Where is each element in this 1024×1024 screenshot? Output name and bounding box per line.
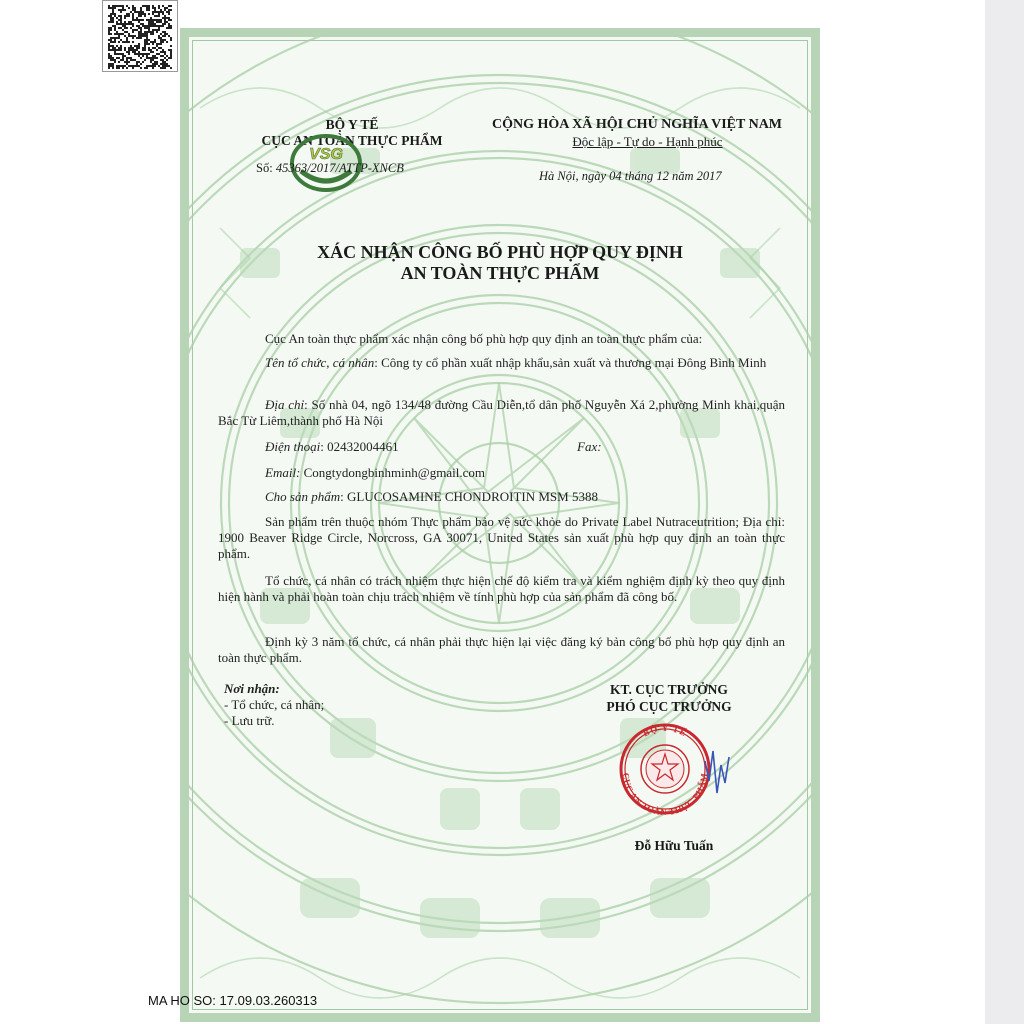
title-line-1: XÁC NHẬN CÔNG BỐ PHÙ HỢP QUY ĐỊNH xyxy=(317,242,683,262)
country-name: CỘNG HÒA XÃ HỘI CHỦ NGHĨA VIỆT NAM xyxy=(492,117,783,132)
document-title xyxy=(189,242,811,284)
number-label: Số: xyxy=(256,161,273,175)
issue-date: Hà Nội, ngày 04 tháng 12 năm 2017 xyxy=(539,169,722,183)
address-label: Địa chỉ xyxy=(265,397,305,412)
recipients-block xyxy=(224,681,324,729)
department-name: CỤC AN TOÀN THỰC PHẨM xyxy=(261,133,443,148)
signer-title-1: KT. CỤC TRƯỞNG xyxy=(610,682,728,697)
product-line xyxy=(218,489,785,505)
document-number xyxy=(256,161,404,176)
seal-top-text: BỘ Y TẾ xyxy=(641,722,689,739)
seal-bottom-text: CỤC AN TOÀN THỰC PHẨM xyxy=(620,772,710,817)
phone-value: : 02432004461 xyxy=(320,439,399,454)
product-label: Cho sản phẩm xyxy=(265,489,341,504)
email-value: Congtydongbinhminh@gmail.com xyxy=(303,465,485,480)
signature-titles xyxy=(569,681,769,715)
fax-label: Fax: xyxy=(577,439,602,454)
product-paragraph: Sản phẩm trên thuộc nhóm Thực phẩm bảo vệ sức khỏe do Private Label Nutraceutrition; Địa chỉ: 1900 Beaver Ridge Circle, Norcross, GA 30071, United States sản xuất phù hợp quy định an toàn thực phẩm. xyxy=(218,514,785,561)
email-line xyxy=(218,465,785,481)
ministry-name: BỘ Y TẾ xyxy=(325,117,379,132)
record-code: MA HO SO: 17.09.03.260313 xyxy=(148,993,318,1008)
recipients-label: Nơi nhận: xyxy=(224,681,280,696)
periodic-paragraph: Định kỳ 3 năm tổ chức, cá nhân phải thực hiện lại việc đăng ký bản công bố phù hợp quy định an toàn thực phẩm. xyxy=(218,634,785,665)
number-value: 45363/2017/ATTP-XNCB xyxy=(275,161,404,175)
side-panel xyxy=(985,0,1024,1024)
official-seal-icon xyxy=(613,721,733,817)
phone-line xyxy=(218,439,785,455)
national-motto: Độc lập - Tự do - Hạnh phúc xyxy=(572,134,723,149)
title-line-2: AN TOÀN THỰC PHẨM xyxy=(400,263,600,283)
signer-name: Đỗ Hữu Tuấn xyxy=(634,838,714,853)
address-value: : Số nhà 04, ngõ 134/48 đường Cầu Diễn,tổ dân phố Nguyễn Xá 2,phường Minh khai,quận Bắc Từ Liêm,thành phố Hà Nội xyxy=(218,397,785,428)
recipient-item: - Lưu trữ. xyxy=(224,713,275,728)
qr-code xyxy=(102,0,178,72)
intro-paragraph: Cục An toàn thực phẩm xác nhận công bố phù hợp quy định an toàn thực phẩm của: xyxy=(265,331,703,346)
certificate-page xyxy=(180,28,820,1022)
qr-code-pattern xyxy=(108,5,172,69)
organization-value: : Công ty cổ phần xuất nhập khẩu,sản xuất và thương mại Đông Bình Minh xyxy=(374,355,767,370)
svg-text:BỘ Y TẾ xyxy=(641,723,688,738)
phone-label: Điện thoại xyxy=(265,439,321,454)
product-value: : GLUCOSAMINE CHONDROITIN MSM 5388 xyxy=(340,489,598,504)
recipient-item: - Tổ chức, cá nhân; xyxy=(224,697,325,712)
organization-line xyxy=(218,355,785,371)
responsibility-paragraph: Tổ chức, cá nhân có trách nhiệm thực hiện chế độ kiểm tra và kiểm nghiệm định kỳ theo quy định hiện hành và phải hoàn toàn chịu trách nhiệm về tính phù hợp của sản phẩm đã công bố. xyxy=(218,573,785,604)
logo-text: VSG xyxy=(309,146,343,163)
email-label: Email: xyxy=(265,465,301,480)
signer-title-2: PHÓ CỤC TRƯỞNG xyxy=(606,699,732,714)
address-line xyxy=(218,397,785,429)
organization-label: Tên tổ chức, cá nhân xyxy=(265,355,375,370)
